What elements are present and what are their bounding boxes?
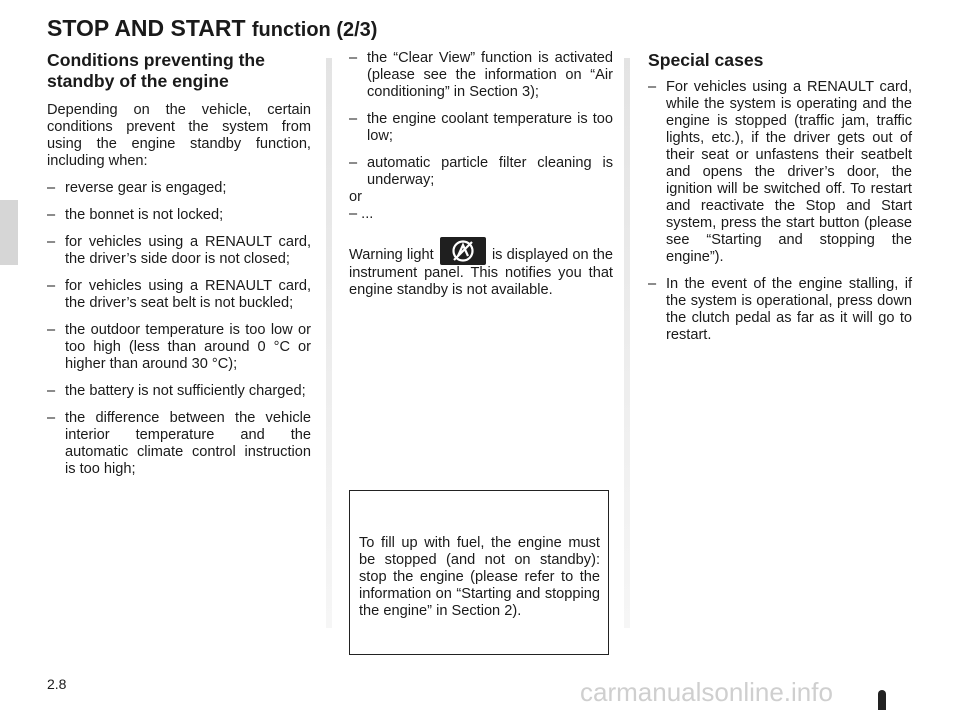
fuel-note-box bbox=[349, 490, 609, 655]
list-item: – the battery is not sufficiently charged; bbox=[47, 383, 311, 400]
list-item: – In the event of the engine stalling, if the system is operational, press down the clutch pedal as far as it will go to restart. bbox=[648, 276, 912, 344]
list-item: – For vehicles using a RENAULT card, while the system is operating and the engine is stopped (traffic jam, traffic lights, etc.), if the driver gets out of their seat or unfastens their seatbelt and opens the driver’s door, the ignition will be switched off. To restart and reactivate the Stop and Start system, press the start button (please see “Starting and stopping the engine”). bbox=[648, 79, 912, 266]
page-title-main: STOP AND START bbox=[47, 15, 246, 41]
list-item: – the engine coolant temperature is too low; bbox=[349, 111, 613, 145]
list-item: – the difference between the vehicle interior temperature and the automatic climate control instruction is too high; bbox=[47, 410, 311, 478]
column-middle bbox=[349, 50, 613, 309]
column-right bbox=[648, 50, 912, 354]
list-item: – for vehicles using a RENAULT card, the driver’s side door is not closed; bbox=[47, 234, 311, 268]
list-item: – the “Clear View” function is activated (please see the information on “Air conditioning” in Section 3); bbox=[349, 50, 613, 101]
column-divider bbox=[624, 58, 630, 628]
stop-start-unavailable-icon bbox=[440, 237, 486, 265]
list-item: – reverse gear is engaged; bbox=[47, 180, 311, 197]
column-divider bbox=[326, 58, 332, 628]
warning-text-after: is displayed on the instrument panel. This notifies you that engine standby is not available. bbox=[349, 247, 613, 298]
watermark: carmanualsonline.info bbox=[580, 677, 833, 707]
warning-paragraph bbox=[349, 237, 613, 299]
list-item: – the outdoor temperature is too low or too high (less than around 0 °C or higher than around 30 °C); bbox=[47, 322, 311, 373]
list-item: – the bonnet is not locked; bbox=[47, 207, 311, 224]
list-item: – for vehicles using a RENAULT card, the driver’s seat belt is not buckled; bbox=[47, 278, 311, 312]
fuel-note-text: To fill up with fuel, the engine must be stopped (and not on standby): stop the engine (please refer to the information on “Starting and stopping the engine” in Section 2). bbox=[359, 535, 600, 619]
column-left bbox=[47, 50, 311, 488]
special-cases-list bbox=[648, 79, 912, 344]
page-title bbox=[47, 14, 377, 44]
section-tab bbox=[0, 200, 18, 265]
special-cases-heading: Special cases bbox=[648, 50, 764, 70]
ellipsis-text: – ... bbox=[349, 206, 374, 222]
conditions-heading: Conditions preventing the standby of the engine bbox=[47, 50, 265, 91]
corner-mark bbox=[878, 690, 886, 710]
conditions-list-continued bbox=[349, 50, 613, 189]
conditions-list bbox=[47, 180, 311, 478]
conditions-intro: Depending on the vehicle, certain conditions prevent the system from using the engine standby function, including when: bbox=[47, 102, 311, 169]
warning-text-before: Warning light bbox=[349, 247, 434, 263]
page-number: 2.8 bbox=[47, 676, 67, 692]
list-item: – automatic particle filter cleaning is underway; bbox=[349, 155, 613, 189]
page-title-suffix: function (2/3) bbox=[251, 19, 378, 41]
or-text: or bbox=[349, 189, 362, 205]
